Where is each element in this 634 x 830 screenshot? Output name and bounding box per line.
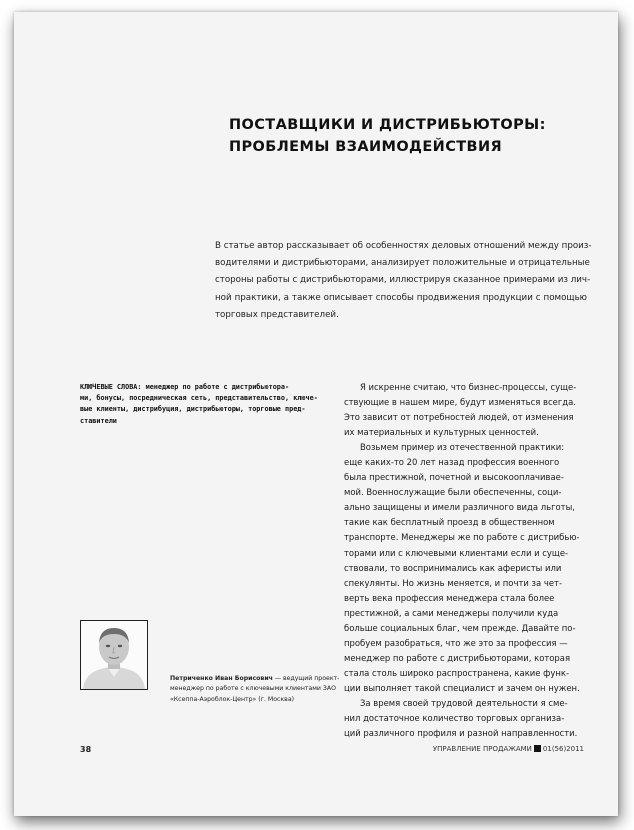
body-line: ствовали, то воспринимались как аферисты или — [344, 562, 562, 573]
author-desc-line: «Ксеппа-Аэроблок-Центр» (г. Москва) — [170, 695, 295, 703]
title-line-1: ПОСТАВЩИКИ И ДИСТРИБЬЮТОРЫ: — [229, 117, 546, 133]
body-line: ций различного профиля и разной направленности. — [344, 728, 578, 739]
body-line: За время своей трудовой деятельности я сме- — [360, 697, 568, 708]
keywords-line: ставители — [80, 415, 117, 425]
body-line: еще каких-то 20 лет назад профессия военного — [344, 457, 560, 468]
article-body — [344, 380, 584, 741]
lead-line: В статье автор рассказывает об особенностях деловых отношений между произ- — [215, 241, 592, 251]
lead-line: стороны работы с дистрибьюторами, иллюстрируя сказанное примерами из лич- — [215, 275, 591, 286]
article-lead — [215, 238, 592, 324]
keywords-block — [80, 381, 318, 426]
body-line: Я искренне считаю, что бизнес-процессы, суще- — [360, 382, 577, 392]
author-desc-line: — ведущий проект- — [272, 675, 340, 682]
lead-line: водителями и дистрибьюторами, анализирует положительные и отрицательные — [215, 258, 590, 269]
body-line: мой. Военнослужащие были обеспеченны, соци- — [344, 487, 562, 498]
body-line: верть века профессия менеджера стала более — [344, 592, 555, 603]
body-line: ально защищены и имели различного вида льготы, — [344, 502, 575, 513]
author-name: Петриченко Иван Борисович — [170, 675, 273, 682]
page-number: 38 — [80, 745, 92, 754]
body-line: ствующие в нашем мире, будут изменяться всегда. — [344, 397, 576, 408]
author-photo — [80, 620, 148, 690]
body-line: спекулянты. Но жизнь меняется, и почти за чет- — [344, 577, 563, 588]
author-caption — [170, 674, 340, 705]
body-line: торами или с ключевыми клиентами если и суще- — [344, 547, 569, 558]
body-line: менеджер по работе с дистрибьюторами, которая — [344, 652, 571, 663]
author-desc-line: менеджер по работе с ключевыми клиентами ЗАО — [170, 685, 336, 693]
body-line: престижной, а сами менеджеры получили куда — [344, 607, 559, 618]
lead-line: ной практики, а также описывает способы продвижения продукции с помощью — [215, 292, 587, 303]
body-line: больше социальных благ, чем прежде. Давайте по- — [344, 622, 576, 633]
body-line: стала столь широко распространена, какие функ- — [344, 667, 570, 678]
title-line-2: ПРОБЛЕМЫ ВЗАИМОДЕЙСТВИЯ — [229, 139, 503, 155]
body-line: была престижной, почетной и высокооплачивае- — [344, 472, 564, 483]
body-line: пробуем разобраться, что же это за профессия — — [344, 637, 568, 648]
body-line: их материальных и культурных ценностей. — [344, 427, 539, 438]
keywords-line: вые клиенты, дистрибуция, дистрибьюторы, торговые пред- — [80, 404, 306, 414]
article-title — [229, 114, 609, 158]
square-bullet-icon — [534, 745, 541, 752]
body-line: нил достаточное количество торговых организа- — [344, 713, 565, 724]
body-line: Это зависит от потребностей людей, от изменения — [344, 412, 574, 423]
magazine-name: УПРАВЛЕНИЕ ПРОДАЖАМИ — [432, 745, 532, 753]
body-line: ции выполняет такой специалист и зачем он нужен. — [344, 682, 580, 693]
body-line: такие как бесплатный проезд в общественном — [344, 517, 555, 528]
author-portrait-image — [81, 621, 147, 689]
keywords-line: КЛЮЧЕВЫЕ СЛОВА: менеджер по работе с дистрибьютора- — [80, 382, 290, 391]
footer-magazine — [433, 745, 584, 753]
author-line-1 — [170, 674, 340, 684]
body-line: транспорте. Менеджеры же по работе с дистрибью- — [344, 532, 580, 543]
body-line: Возьмем пример из отечественной практики: — [360, 442, 565, 453]
issue-number: 01(56)2011 — [542, 745, 584, 753]
lead-line: торговых представителей. — [215, 309, 339, 320]
keywords-line: ми, бонусы, посредническая сеть, представительство, ключе- — [80, 393, 318, 403]
